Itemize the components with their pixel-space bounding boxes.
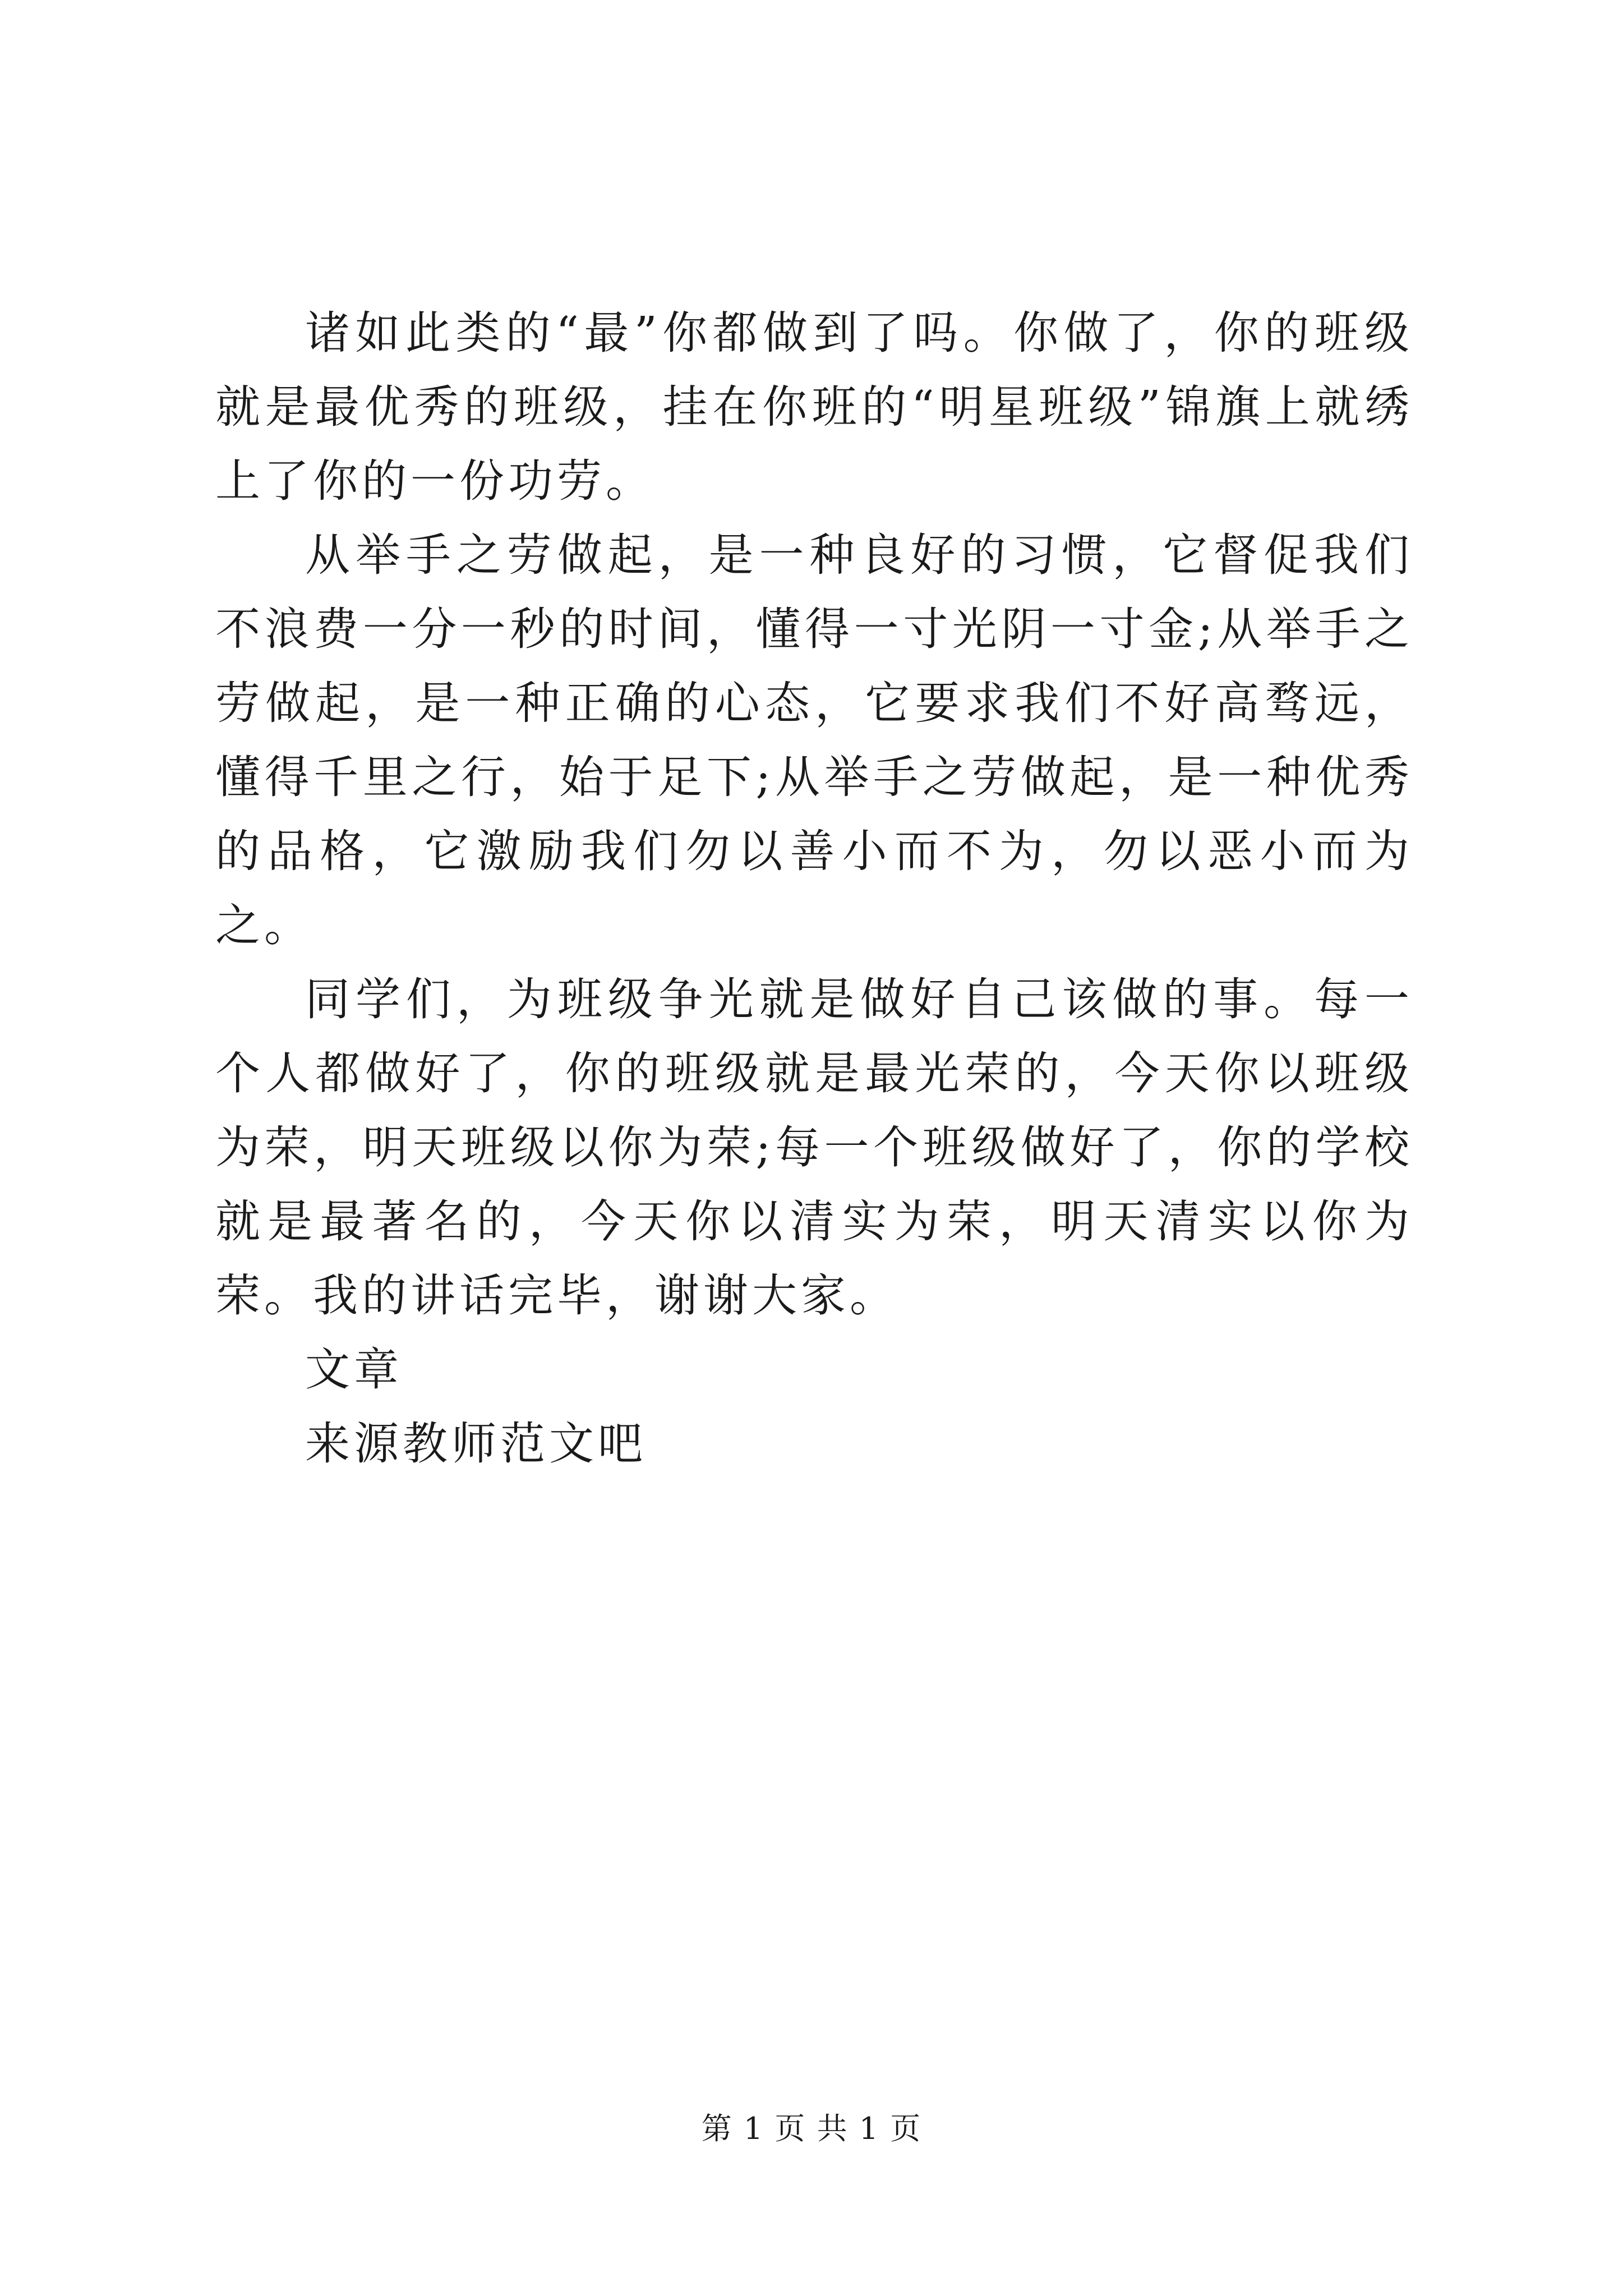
source-name: 来源教师范文吧 bbox=[305, 1418, 647, 1470]
paragraph-3: 同学们，为班级争光就是做好自己该做的事。每一个人都做好了，你的班级就是最光荣的，今天你以班级为荣，明天班级以你为荣;每一个班级做好了，你的学校就是最著名的，今天你以清实为荣，明天清实以你为荣。我的讲话完毕，谢谢大家。 bbox=[215, 973, 1413, 1322]
source-label: 文章 bbox=[305, 1343, 403, 1396]
document-body bbox=[215, 296, 1413, 1481]
paragraph-1: 诸如此类的“最”你都做到了吗。你做了，你的班级就是最优秀的班级，挂在你班的“明星班级”锦旗上就绣上了你的一份功劳。 bbox=[215, 307, 1413, 507]
page-number-footer: 第 1 页 共 1 页 bbox=[701, 2111, 922, 2146]
paragraph-2: 从举手之劳做起，是一种良好的习惯，它督促我们不浪费一分一秒的时间，懂得一寸光阴一寸金;从举手之劳做起，是一种正确的心态，它要求我们不好高骛远，懂得千里之行，始于足下;从举手之劳做起，是一种优秀的品格，它激励我们勿以善小而不为，勿以恶小而为之。 bbox=[215, 529, 1413, 951]
